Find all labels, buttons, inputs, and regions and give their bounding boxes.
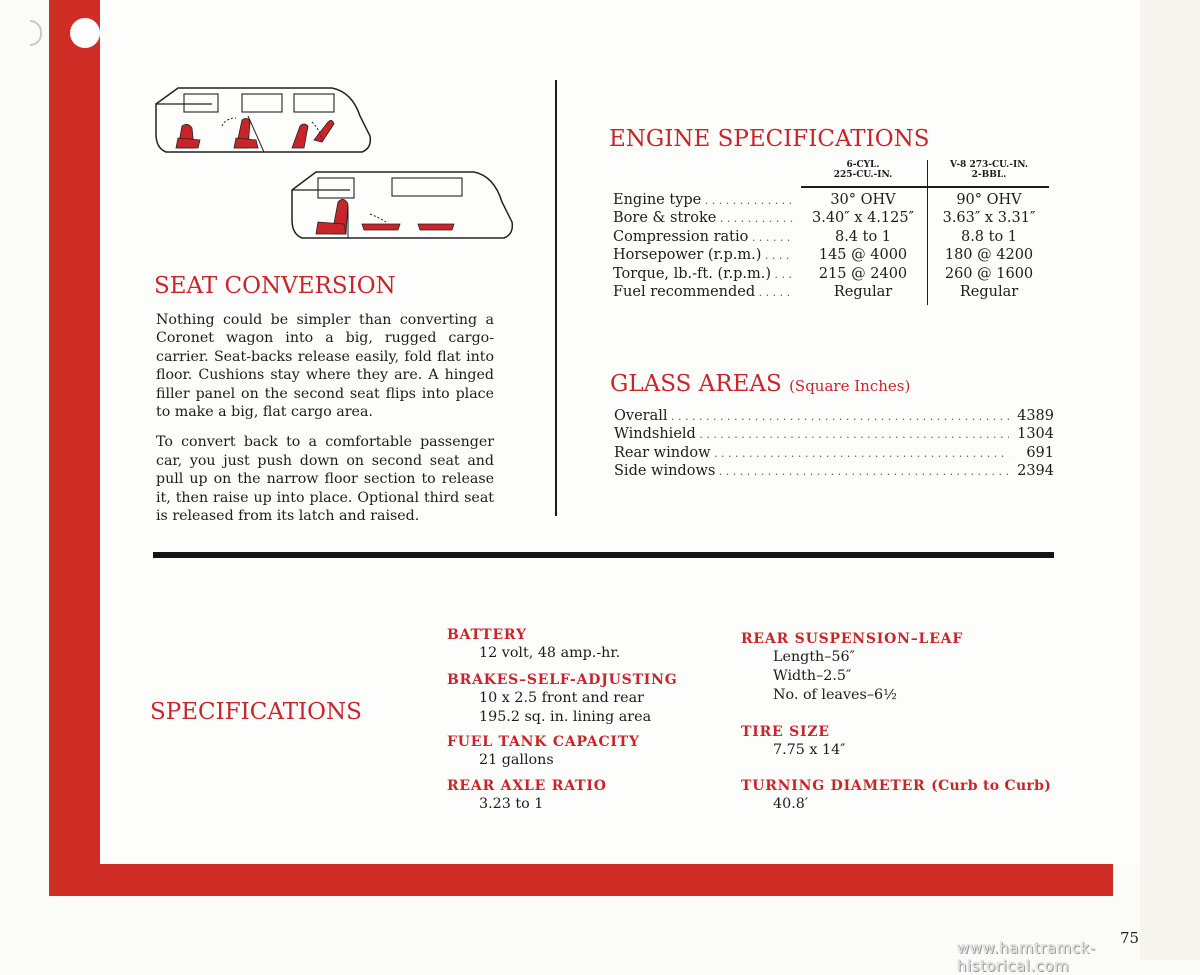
column-divider (555, 80, 557, 516)
table-row (613, 246, 1053, 264)
column-header-line: V-8 273-CU.-IN. (949, 160, 1029, 170)
column-header-line: 2-BBL. (971, 170, 1007, 180)
v8-value: 260 @ 1600 (944, 265, 1034, 282)
battery-spec (447, 626, 620, 663)
seat-conversion-paragraph: To convert back to a comfortable passenger car, you just push down on second seat and pull up on the narrow floor section to release it, then raise up into place. Optional third seat is released from its latch and raised. (156, 434, 494, 525)
spec-value: 21 gallons (479, 752, 554, 768)
six-cyl-value: Regular (833, 283, 893, 300)
spec-label: Compression ratio . . . (613, 228, 793, 247)
table-row (613, 191, 1053, 209)
glass-areas-heading: GLASS AREAS (610, 371, 782, 397)
turning-diameter-spec (741, 777, 1051, 814)
rear-axle-spec (447, 777, 607, 814)
spec-heading: TIRE SIZE (741, 724, 830, 740)
six-cyl-value: 215 @ 2400 (818, 265, 908, 282)
binder-hole (70, 18, 100, 48)
watermark-url: www.hamtramck-historical.com (957, 939, 1096, 975)
six-cyl-value: 145 @ 4000 (818, 247, 908, 264)
six-cyl-value: 30° OHV (830, 192, 896, 208)
spec-label: Engine type . . . (613, 191, 793, 210)
v8-value: 3.63″ x 3.31″ (942, 210, 1036, 227)
list-item (614, 444, 1054, 462)
spec-label: Horsepower (r.p.m.) . . . (613, 246, 793, 265)
ring-slot (30, 20, 42, 46)
spec-value: 12 volt, 48 amp.-hr. (479, 645, 621, 661)
spec-heading: REAR SUSPENSION–LEAF (741, 631, 964, 647)
spec-heading-note: (Curb to Curb) (931, 778, 1052, 794)
glass-label: Side windows . . . (614, 462, 1009, 481)
glass-label: Rear window . . . (614, 444, 1009, 463)
spec-value: No. of leaves–6½ (773, 687, 897, 703)
engine-specifications-title: ENGINE SPECIFICATIONS (609, 126, 930, 152)
v8-column-header (927, 160, 1051, 180)
spec-value: 10 x 2.5 front and rear (479, 690, 644, 706)
glass-value: 2394 (1017, 463, 1054, 480)
v8-value: 8.8 to 1 (960, 228, 1018, 245)
specifications-title: SPECIFICATIONS (150, 699, 362, 725)
table-row (613, 209, 1053, 227)
seat-conversion-paragraph: Nothing could be simpler than converting a Coronet wagon into a big, rugged cargo-carrier. Seat-backs release easily, fold flat into floor. Cushions stay where they are. A hinged filler panel on the second seat flips into place to make a big, flat cargo area. (156, 312, 494, 421)
fuel-tank-spec (447, 733, 640, 770)
list-item (614, 462, 1054, 480)
list-item (614, 425, 1054, 443)
spec-value: 40.8′ (773, 796, 809, 812)
engine-spec-table (613, 160, 1053, 300)
glass-value: 4389 (1017, 408, 1054, 424)
spec-value: 195.2 sq. in. lining area (479, 709, 652, 725)
list-item (614, 407, 1054, 425)
engine-table-header (613, 160, 1053, 186)
table-header-rule (801, 186, 1049, 188)
column-header-line: 225-CU.-IN. (833, 170, 893, 180)
seat-conversion-text (156, 311, 494, 537)
spec-value: 7.75 x 14″ (773, 742, 846, 758)
spec-heading: FUEL TANK CAPACITY (447, 734, 640, 750)
spec-heading: BRAKES–SELF-ADJUSTING (447, 672, 678, 688)
spec-heading: BATTERY (447, 627, 527, 643)
tire-size-spec (741, 723, 846, 760)
rear-suspension-spec (741, 630, 963, 705)
spec-heading: REAR AXLE RATIO (447, 778, 607, 794)
spec-label: Torque, lb.-ft. (r.p.m.) . . . (613, 265, 793, 284)
v8-value: 180 @ 4200 (944, 247, 1034, 264)
glass-areas-subtitle: (Square Inches) (789, 377, 911, 395)
spec-heading (741, 777, 1051, 795)
page-number: 75 (1120, 929, 1140, 947)
column-header-line: 6-CYL. (846, 160, 880, 170)
glass-areas-title (610, 371, 910, 397)
wagon-seat-folding-illustration-1 (152, 82, 374, 160)
section-rule (153, 552, 1054, 558)
spec-value: Length–56″ (773, 649, 855, 665)
spec-value: 3.23 to 1 (479, 796, 544, 812)
glass-label: Windshield . . . (614, 425, 1009, 444)
seat-conversion-title: SEAT CONVERSION (154, 273, 396, 299)
spec-label: Fuel recommended . . . (613, 283, 793, 302)
v8-value: 90° OHV (956, 192, 1022, 208)
glass-value: 1304 (1017, 426, 1054, 443)
spec-value: Width–2.5″ (773, 668, 852, 684)
glass-areas-list (614, 407, 1054, 481)
page-edge (1140, 0, 1200, 960)
spec-heading-text: TURNING DIAMETER (741, 778, 926, 794)
spec-label: Bore & stroke . . . (613, 209, 793, 228)
wagon-seat-folding-illustration-2 (288, 166, 516, 246)
six-cyl-value: 8.4 to 1 (834, 228, 892, 245)
table-row (613, 283, 1053, 301)
six-cyl-value: 3.40″ x 4.125″ (811, 210, 915, 227)
glass-value: 691 (1026, 444, 1054, 461)
table-row (613, 228, 1053, 246)
six-cyl-column-header (801, 160, 925, 180)
table-row (613, 265, 1053, 283)
glass-label: Overall . . . (614, 407, 1009, 426)
brakes-spec (447, 671, 678, 727)
v8-value: Regular (959, 283, 1019, 300)
